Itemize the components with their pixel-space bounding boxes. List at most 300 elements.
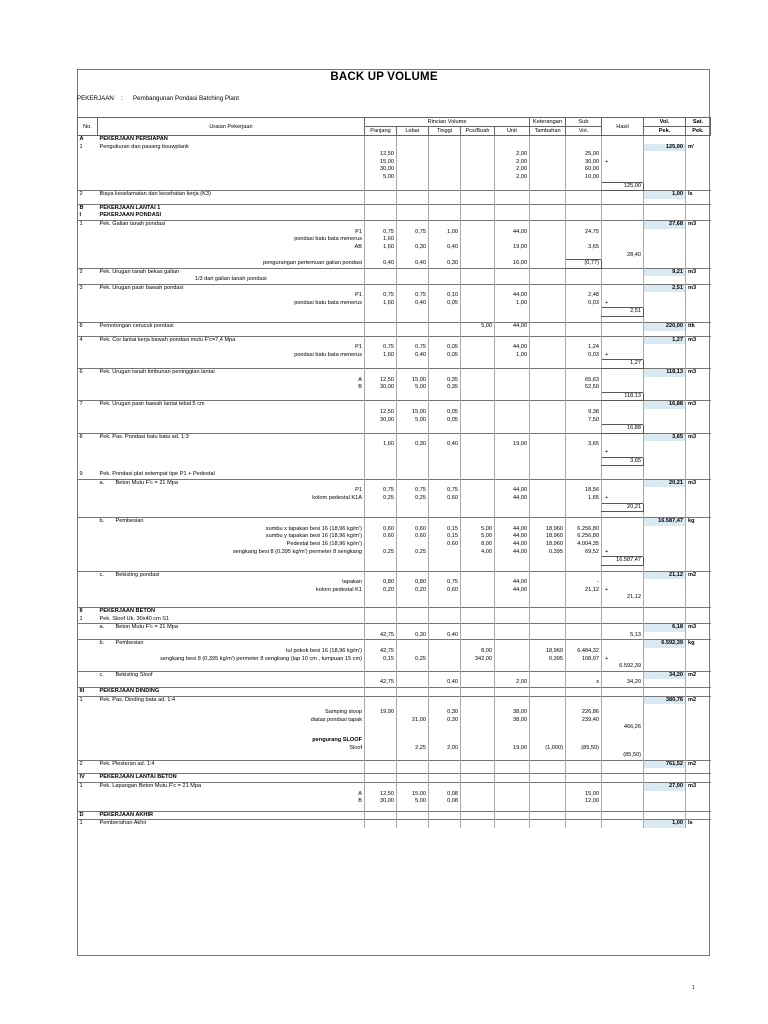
- cell-panjang: [365, 696, 397, 704]
- cell-pcs: [461, 774, 495, 783]
- cell-sat-pek: [686, 557, 711, 566]
- cell-panjang: [365, 471, 397, 479]
- cell-unit: [495, 791, 530, 799]
- cell-tinggi: [429, 174, 461, 182]
- cell-panjang: 12,50: [365, 377, 397, 385]
- cell-unit: 19,00: [495, 441, 530, 449]
- cell-keterangan: [530, 696, 566, 704]
- table-row: [78, 352, 711, 360]
- cell-sat-pek: [686, 457, 711, 466]
- cell-sub-vol: [566, 688, 602, 697]
- cell-pcs: [461, 229, 495, 237]
- table-row: [78, 377, 711, 385]
- cell-unit: [495, 760, 530, 768]
- cell-sub-vol: [566, 300, 602, 308]
- cell-vol-pek: [644, 384, 686, 392]
- cell-pcs: [461, 791, 495, 799]
- cell-sat-pek: [686, 663, 711, 671]
- cell-vol-pek: 1,27: [644, 336, 686, 344]
- cell-lebar: [397, 479, 429, 487]
- cell-sat-pek: kg: [686, 640, 711, 648]
- item-description: sumbu y tapakan besi 16 (18,96 kg/m'): [265, 533, 362, 540]
- cell-panjang: [365, 503, 397, 512]
- cell-sub-vol: [566, 479, 602, 487]
- cell-unit: 2,00: [495, 679, 530, 687]
- cell-keterangan: (1,000): [530, 745, 566, 753]
- cell-uraian: [98, 811, 365, 820]
- cell-no: [78, 409, 98, 417]
- table-row: [78, 752, 711, 760]
- cell-sat-pek: [686, 449, 711, 457]
- cell-vol-pek: [644, 300, 686, 308]
- table-row: [78, 656, 711, 664]
- cell-keterangan: [530, 571, 566, 579]
- cell-panjang: [365, 136, 397, 144]
- cell-unit: 44,00: [495, 587, 530, 595]
- cell-hasil: [602, 774, 644, 783]
- cell-sat-pek: [686, 276, 711, 284]
- table-row: [78, 268, 711, 276]
- cell-lebar: 0,75: [397, 344, 429, 352]
- cell-hasil: [602, 495, 644, 503]
- cell-hasil: [602, 449, 644, 457]
- cell-keterangan: [530, 336, 566, 344]
- cell-unit: [495, 360, 530, 369]
- cell-lebar: [397, 679, 429, 687]
- item-description: Pemotongan cerucuk pondasi: [99, 323, 174, 330]
- cell-sat-pek: [686, 236, 711, 244]
- table-row: [78, 487, 711, 495]
- cell-sub-vol: [566, 487, 602, 495]
- cell-lebar: 0,25: [397, 549, 429, 557]
- cell-unit: [495, 308, 530, 317]
- cell-uraian: [98, 236, 365, 244]
- cell-sat-pek: [686, 487, 711, 495]
- cell-tinggi: [429, 594, 461, 602]
- cell-panjang: 30,00: [365, 166, 397, 174]
- cell-uraian: [98, 284, 365, 292]
- cell-uraian: [98, 533, 365, 541]
- table-row: [78, 457, 711, 466]
- cell-tinggi: [429, 688, 461, 697]
- cell-sat-pek: m3: [686, 782, 711, 790]
- cell-vol-pek: [644, 752, 686, 760]
- cell-lebar: [397, 204, 429, 212]
- cell-hasil: [602, 151, 644, 159]
- cell-uraian: [98, 136, 365, 144]
- cell-uraian: [98, 433, 365, 441]
- cell-pcs: 5,00: [461, 323, 495, 331]
- cell-sat-pek: m3: [686, 369, 711, 377]
- cell-sub-vol: [566, 236, 602, 244]
- cell-sat-pek: [686, 251, 711, 259]
- cell-sat-pek: [686, 679, 711, 687]
- cell-pcs: [461, 417, 495, 425]
- cell-sub-vol: [566, 212, 602, 220]
- cell-sat-pek: [686, 417, 711, 425]
- cell-tinggi: [429, 220, 461, 228]
- cell-vol-pek: [644, 579, 686, 587]
- cell-panjang: [365, 401, 397, 409]
- cell-keterangan: [530, 136, 566, 144]
- cell-lebar: [397, 820, 429, 828]
- cell-lebar: [397, 608, 429, 616]
- cell-pcs: [461, 284, 495, 292]
- cell-sub-vol: [566, 352, 602, 360]
- cell-no: [78, 449, 98, 457]
- cell-vol-pek: [644, 457, 686, 466]
- cell-pcs: [461, 752, 495, 760]
- table-row: [78, 284, 711, 292]
- header-tinggi: Tinggi: [429, 127, 461, 136]
- cell-vol-pek: [644, 276, 686, 284]
- cell-unit: [495, 425, 530, 434]
- cell-keterangan: [530, 268, 566, 276]
- cell-unit: [495, 182, 530, 191]
- cell-no: [78, 571, 98, 579]
- cell-lebar: [397, 236, 429, 244]
- sub-vol-value: 108,07: [581, 655, 599, 662]
- cell-sub-vol: [566, 471, 602, 479]
- cell-keterangan: [530, 487, 566, 495]
- cell-sub-vol: [566, 640, 602, 648]
- cell-unit: 44,00: [495, 229, 530, 237]
- cell-hasil: [602, 377, 644, 385]
- cell-vol-pek: [644, 159, 686, 167]
- table-row: [78, 616, 711, 624]
- cell-sat-pek: [686, 648, 711, 656]
- cell-lebar: [397, 557, 429, 566]
- cell-hasil: [602, 798, 644, 806]
- cell-unit: [495, 276, 530, 284]
- cell-panjang: [365, 774, 397, 783]
- sub-vol-value: 3,65: [588, 441, 599, 448]
- cell-panjang: 0,80: [365, 579, 397, 587]
- cell-keterangan: [530, 251, 566, 259]
- cell-panjang: [365, 541, 397, 549]
- cell-sat-pek: [686, 533, 711, 541]
- cell-panjang: 1,60: [365, 244, 397, 252]
- cell-tinggi: [429, 549, 461, 557]
- cell-uraian: [98, 191, 365, 199]
- table-row: [78, 166, 711, 174]
- cell-panjang: 1,60: [365, 352, 397, 360]
- cell-hasil: [602, 401, 644, 409]
- cell-tinggi: 0,35: [429, 377, 461, 385]
- cell-no: [78, 587, 98, 595]
- item-description: pengurang SLOOF: [312, 736, 362, 743]
- cell-panjang: [365, 433, 397, 441]
- cell-sat-pek: [686, 632, 711, 640]
- cell-tinggi: [429, 236, 461, 244]
- item-description: Pek. Cor lantai kerja bawah pondasi mutu F'c=7,4 Mpa: [99, 336, 236, 343]
- item-description: PEKERJAAN BETON: [99, 608, 156, 615]
- cell-hasil: [602, 549, 644, 557]
- cell-lebar: 15,00: [397, 791, 429, 799]
- cell-pcs: [461, 204, 495, 212]
- cell-hasil: [602, 159, 644, 167]
- item-description: PEKERJAAN LANTAI BETON: [99, 774, 177, 781]
- table-row: [78, 533, 711, 541]
- cell-keterangan: [530, 782, 566, 790]
- cell-uraian: [98, 717, 365, 725]
- cell-tinggi: 0,40: [429, 679, 461, 687]
- cell-panjang: [365, 737, 397, 745]
- cell-tinggi: [429, 624, 461, 632]
- cell-no: [78, 594, 98, 602]
- cell-uraian: [98, 300, 365, 308]
- cell-tinggi: [429, 284, 461, 292]
- cell-keterangan: [530, 594, 566, 602]
- cell-uraian: [98, 220, 365, 228]
- cell-no: 3: [78, 284, 98, 292]
- cell-tinggi: 0,15: [429, 526, 461, 534]
- cell-vol-pek: [644, 587, 686, 595]
- cell-panjang: [365, 557, 397, 566]
- sub-vol-value: x: [596, 679, 599, 686]
- cell-tinggi: [429, 479, 461, 487]
- cell-sat-pek: [686, 688, 711, 697]
- cell-sat-pek: [686, 541, 711, 549]
- item-description: kolom pedestal K1: [315, 586, 362, 593]
- cell-uraian: [98, 820, 365, 828]
- cell-no: [78, 229, 98, 237]
- cell-tinggi: [429, 360, 461, 369]
- cell-lebar: [397, 774, 429, 783]
- cell-uraian: [98, 457, 365, 466]
- table-row: [78, 737, 711, 745]
- cell-unit: [495, 648, 530, 656]
- cell-uraian: [98, 798, 365, 806]
- cell-lebar: [397, 336, 429, 344]
- item-description: P1: [355, 228, 362, 235]
- cell-lebar: [397, 268, 429, 276]
- cell-tinggi: [429, 166, 461, 174]
- cell-uraian: [98, 541, 365, 549]
- cell-sat-pek: [686, 384, 711, 392]
- cell-tinggi: 0,15: [429, 533, 461, 541]
- cell-vol-pek: 118,13: [644, 369, 686, 377]
- cell-hasil: 1,27: [602, 360, 644, 369]
- cell-keterangan: [530, 441, 566, 449]
- cell-hasil: 466,26: [602, 724, 644, 732]
- table-row: [78, 624, 711, 632]
- cell-panjang: [365, 144, 397, 152]
- cell-no: [78, 441, 98, 449]
- cell-uraian: [98, 487, 365, 495]
- table-row: [78, 820, 711, 828]
- cell-no: [78, 533, 98, 541]
- sub-vol-value: (85,50): [581, 744, 599, 751]
- sub-item-letter: a.: [99, 624, 105, 631]
- cell-hasil: [602, 441, 644, 449]
- sub-vol-value: 24,75: [585, 228, 599, 235]
- cell-hasil: [602, 624, 644, 632]
- item-description: Pek. Sloof Uk. 30x40 cm S1: [99, 615, 170, 622]
- cell-keterangan: 18,960: [530, 526, 566, 534]
- cell-lebar: [397, 182, 429, 191]
- cell-panjang: 12,50: [365, 409, 397, 417]
- header-tambahan: Tambahan: [530, 127, 566, 136]
- cell-tinggi: [429, 616, 461, 624]
- cell-sat-pek: [686, 798, 711, 806]
- cell-uraian: [98, 640, 365, 648]
- header-rincian: Rincian Volume: [365, 118, 530, 127]
- cell-keterangan: [530, 369, 566, 377]
- table-row: [78, 594, 711, 602]
- cell-pcs: [461, 820, 495, 828]
- cell-unit: [495, 624, 530, 632]
- cell-sub-vol: [566, 159, 602, 167]
- cell-panjang: 42,75: [365, 679, 397, 687]
- cell-unit: [495, 696, 530, 704]
- cell-lebar: 21,00: [397, 717, 429, 725]
- cell-panjang: [365, 663, 397, 671]
- cell-sub-vol: [566, 284, 602, 292]
- cell-lebar: [397, 449, 429, 457]
- cell-uraian: [98, 174, 365, 182]
- item-description: 1/3 dari galian tanah pondasi: [194, 276, 267, 283]
- cell-no: [78, 745, 98, 753]
- cell-sub-vol: [566, 648, 602, 656]
- cell-no: [78, 752, 98, 760]
- cell-no: 7: [78, 401, 98, 409]
- cell-unit: [495, 752, 530, 760]
- cell-lebar: [397, 760, 429, 768]
- cell-panjang: [365, 212, 397, 220]
- cell-no: [78, 724, 98, 732]
- item-description: Pek. Pas. Pondasi batu bata ad. 1:3: [99, 433, 189, 440]
- cell-lebar: [397, 401, 429, 409]
- cell-tinggi: [429, 648, 461, 656]
- cell-no: 2: [78, 760, 98, 768]
- table-row: [78, 144, 711, 152]
- cell-sat-pek: [686, 166, 711, 174]
- cell-unit: [495, 820, 530, 828]
- cell-panjang: [365, 616, 397, 624]
- cell-unit: [495, 417, 530, 425]
- cell-lebar: [397, 541, 429, 549]
- cell-keterangan: [530, 587, 566, 595]
- cell-tinggi: 0,30: [429, 717, 461, 725]
- cell-vol-pek: [644, 495, 686, 503]
- cell-hasil: [602, 236, 644, 244]
- cell-tinggi: 0,40: [429, 441, 461, 449]
- cell-no: 6: [78, 369, 98, 377]
- plus-sign: +: [605, 448, 609, 455]
- header-sub: Sub: [566, 118, 602, 127]
- sub-vol-value: 12,00: [585, 798, 599, 805]
- cell-keterangan: [530, 811, 566, 820]
- cell-keterangan: [530, 457, 566, 466]
- cell-sat-pek: m3: [686, 479, 711, 487]
- cell-hasil: [602, 204, 644, 212]
- cell-sub-vol: [566, 204, 602, 212]
- table-row: [78, 344, 711, 352]
- sub-vol-value: 7,50: [588, 416, 599, 423]
- cell-sat-pek: [686, 549, 711, 557]
- cell-uraian: [98, 745, 365, 753]
- cell-sat-pek: [686, 471, 711, 479]
- cell-tinggi: 0,35: [429, 384, 461, 392]
- cell-sat-pek: [686, 136, 711, 144]
- cell-tinggi: [429, 182, 461, 191]
- cell-tinggi: [429, 323, 461, 331]
- cell-panjang: [365, 204, 397, 212]
- table-row: [78, 798, 711, 806]
- cell-panjang: [365, 782, 397, 790]
- cell-keterangan: [530, 182, 566, 191]
- cell-unit: [495, 369, 530, 377]
- cell-no: [78, 557, 98, 566]
- cell-sat-pek: [686, 174, 711, 182]
- cell-panjang: [365, 369, 397, 377]
- cell-vol-pek: [644, 236, 686, 244]
- cell-vol-pek: [644, 377, 686, 385]
- cell-sub-vol: [566, 798, 602, 806]
- cell-pcs: [461, 336, 495, 344]
- table-row: [78, 479, 711, 487]
- cell-panjang: 0,40: [365, 259, 397, 268]
- cell-vol-pek: [644, 745, 686, 753]
- cell-tinggi: 0,75: [429, 579, 461, 587]
- cell-uraian: [98, 182, 365, 191]
- cell-sub-vol: [566, 709, 602, 717]
- cell-panjang: [365, 276, 397, 284]
- cell-keterangan: [530, 308, 566, 317]
- cell-keterangan: [530, 284, 566, 292]
- cell-sub-vol: [566, 663, 602, 671]
- cell-keterangan: [530, 151, 566, 159]
- cell-unit: 19,00: [495, 745, 530, 753]
- cell-sub-vol: [566, 526, 602, 534]
- item-description: tapakan: [342, 579, 362, 586]
- cell-hasil: 5,13: [602, 632, 644, 640]
- cell-lebar: [397, 220, 429, 228]
- cell-vol-pek: [644, 526, 686, 534]
- cell-unit: 44,00: [495, 487, 530, 495]
- cell-sub-vol: [566, 737, 602, 745]
- cell-sat-pek: [686, 587, 711, 595]
- table-row: [78, 384, 711, 392]
- cell-uraian: [98, 663, 365, 671]
- cell-unit: 38,00: [495, 717, 530, 725]
- cell-lebar: 0,30: [397, 441, 429, 449]
- cell-hasil: 34,20: [602, 679, 644, 687]
- cell-tinggi: 0,60: [429, 587, 461, 595]
- cell-pcs: [461, 594, 495, 602]
- cell-pcs: [461, 191, 495, 199]
- item-description: Pek. Pondasi plat setempat tipe P1 + Pedestal: [99, 471, 215, 478]
- cell-panjang: [365, 479, 397, 487]
- cell-vol-pek: [644, 811, 686, 820]
- cell-hasil: 2,51: [602, 308, 644, 317]
- cell-tinggi: [429, 724, 461, 732]
- sub-item-letter: a.: [99, 479, 105, 486]
- cell-hasil: [602, 820, 644, 828]
- item-description: Pengukuran dan pasang bouwplank: [99, 143, 189, 150]
- cell-unit: [495, 471, 530, 479]
- table-row: [78, 229, 711, 237]
- cell-keterangan: [530, 323, 566, 331]
- header-lebar: Lebar: [397, 127, 429, 136]
- cell-no: [78, 425, 98, 434]
- header-pek-sat: Pek.: [686, 127, 711, 136]
- cell-pcs: [461, 251, 495, 259]
- cell-vol-pek: [644, 688, 686, 697]
- cell-tinggi: [429, 503, 461, 512]
- cell-vol-pek: [644, 656, 686, 664]
